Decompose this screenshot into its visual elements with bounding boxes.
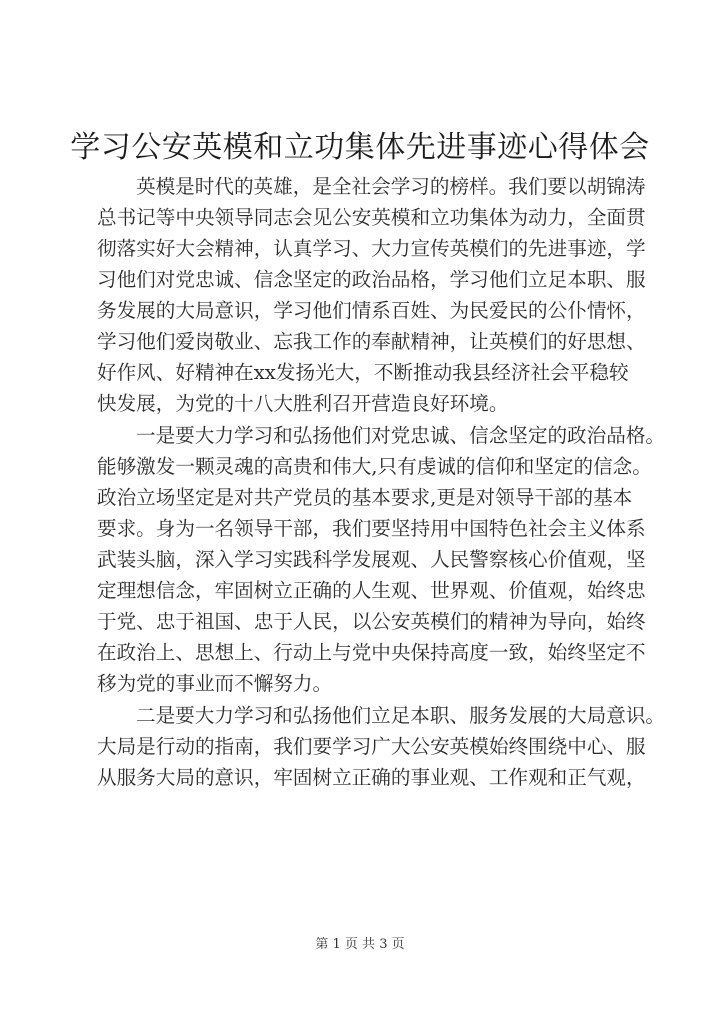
paragraph-3-line-2: 大局是行动的指南，我们要学习广大公安英模始终围绕中心、服 xyxy=(97,735,646,758)
document-title: 学习公安英模和立功集体先进事迹心得体会 xyxy=(70,130,650,165)
paragraph-2-line-6: 定理想信念，牢固树立正确的人生观、世界观、价值观，始终忠 xyxy=(97,579,646,602)
paragraph-2-line-7: 于党、忠于祖国、忠于人民，以公安英模们的精神为导向，始终 xyxy=(97,610,646,633)
paragraph-1-line-3: 彻落实好大会精神，认真学习、大力宣传英模们的先进事迹，学 xyxy=(97,237,646,260)
paragraph-2-line-2: 能够激发一颗灵魂的高贵和伟大,只有虔诚的信仰和坚定的信念。 xyxy=(97,455,652,478)
paragraph-1-line-7: 好作风、好精神在xx发扬光大，不断推动我县经济社会平稳较 xyxy=(97,361,629,384)
paragraph-1-line-4: 习他们对党忠诚、信念坚定的政治品格，学习他们立足本职、服 xyxy=(97,268,646,291)
paragraph-3-line-1: 二是要大力学习和弘扬他们立足本职、服务发展的大局意识。 xyxy=(136,704,666,727)
paragraph-3-line-3: 从服务大局的意识，牢固树立正确的事业观、工作观和正气观， xyxy=(97,766,646,789)
paragraph-1-line-5: 务发展的大局意识，学习他们情系百姓、为民爱民的公仆情怀， xyxy=(97,299,646,322)
paragraph-2-line-4: 要求。身为一名领导干部，我们要坚持用中国特色社会主义体系 xyxy=(97,517,646,540)
paragraph-2-line-5: 武装头脑，深入学习实践科学发展观、人民警察核心价值观，坚 xyxy=(97,548,646,571)
paragraph-2-line-8: 在政治上、思想上、行动上与党中央保持高度一致，始终坚定不 xyxy=(97,641,646,664)
paragraph-1-line-1: 英模是时代的英雄，是全社会学习的榜样。我们要以胡锦涛 xyxy=(136,175,646,198)
paragraph-2-line-9: 移为党的事业而不懈努力。 xyxy=(97,672,333,695)
paragraph-1-line-6: 学习他们爱岗敬业、忘我工作的奉献精神，让英模们的好思想、 xyxy=(97,330,646,353)
paragraph-2-line-3: 政治立场坚定是对共产党员的基本要求,更是对领导干部的基本 xyxy=(97,486,633,509)
page-number-footer: 第 1 页 共 3 页 xyxy=(315,937,405,952)
paragraph-1-line-2: 总书记等中央领导同志会见公安英模和立功集体为动力，全面贯 xyxy=(97,206,646,229)
paragraph-1-line-8: 快发展，为党的十八大胜利召开营造良好环境。 xyxy=(97,392,509,415)
paragraph-2-line-1: 一是要大力学习和弘扬他们对党忠诚、信念坚定的政治品格。 xyxy=(136,424,666,447)
